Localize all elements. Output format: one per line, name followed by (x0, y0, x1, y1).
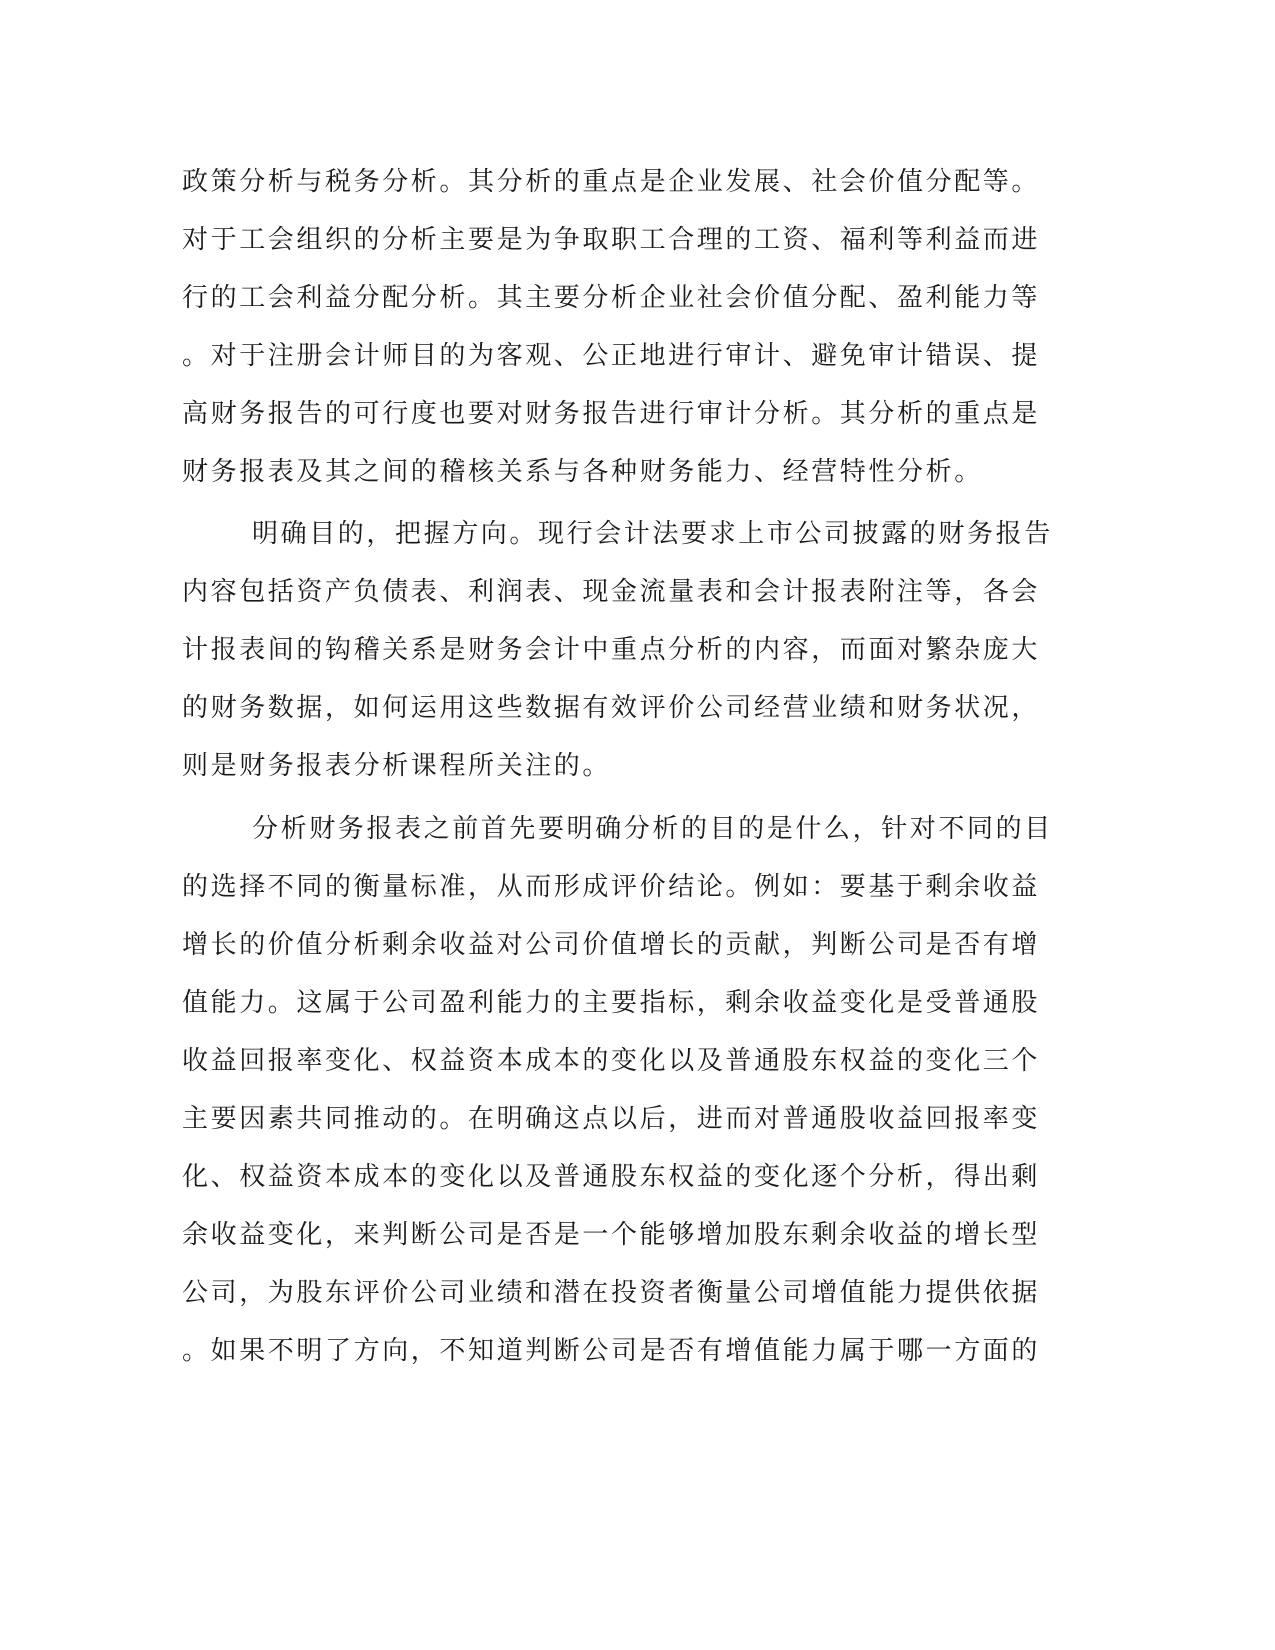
text-line: 化、权益资本成本的变化以及普通股东权益的变化逐个分析，得出剩 (182, 1162, 1041, 1192)
text-line: 政策分析与税务分析。其分析的重点是企业发展、社会价值分配等。 (182, 167, 1041, 197)
text-line: 值能力。这属于公司盈利能力的主要指标，剩余收益变化是受普通股 (182, 988, 1041, 1018)
text-line: 。对于注册会计师目的为客观、公正地进行审计、避免审计错误、提 (182, 341, 1041, 371)
text-line: 主要因素共同推动的。在明确这点以后，进而对普通股收益回报率变 (182, 1104, 1041, 1134)
text-line: 增长的价值分析剩余收益对公司价值增长的贡献，判断公司是否有增 (182, 930, 1041, 960)
text-line: 财务报表及其之间的稽核关系与各种财务能力、经营特性分析。 (182, 457, 983, 487)
text-line: 明确目的，把握方向。现行会计法要求上市公司披露的财务报告 (252, 519, 1053, 549)
text-line: 的财务数据，如何运用这些数据有效评价公司经营业绩和财务状况， (182, 693, 1041, 723)
text-line: 对于工会组织的分析主要是为争取职工合理的工资、福利等利益而进 (182, 225, 1041, 255)
text-line: 高财务报告的可行度也要对财务报告进行审计分析。其分析的重点是 (182, 399, 1041, 429)
text-line: 分析财务报表之前首先要明确分析的目的是什么，针对不同的目 (252, 814, 1053, 844)
text-line: 内容包括资产负债表、利润表、现金流量表和会计报表附注等，各会 (182, 577, 1041, 607)
text-line: 。如果不明了方向，不知道判断公司是否有增值能力属于哪一方面的 (182, 1336, 1041, 1366)
text-line: 公司，为股东评价公司业绩和潜在投资者衡量公司增值能力提供依据 (182, 1278, 1041, 1308)
text-line: 的选择不同的衡量标准，从而形成评价结论。例如：要基于剩余收益 (182, 872, 1041, 902)
text-line: 余收益变化，来判断公司是否是一个能够增加股东剩余收益的增长型 (182, 1220, 1041, 1250)
text-line: 收益回报率变化、权益资本成本的变化以及普通股东权益的变化三个 (182, 1046, 1041, 1076)
text-line: 则是财务报表分析课程所关注的。 (182, 751, 612, 781)
text-line: 计报表间的钩稽关系是财务会计中重点分析的内容，而面对繁杂庞大 (182, 635, 1041, 665)
text-line: 行的工会利益分配分析。其主要分析企业社会价值分配、盈利能力等 (182, 283, 1041, 313)
